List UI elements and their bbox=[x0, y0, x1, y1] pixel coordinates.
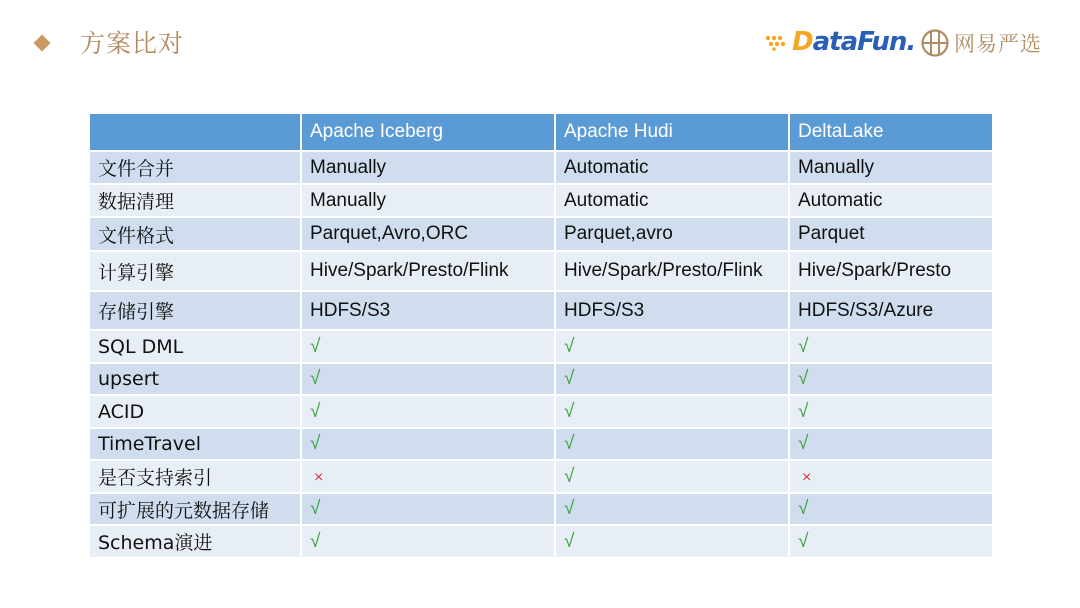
row-feature: 数据清理 bbox=[89, 184, 301, 217]
header-deltalake: DeltaLake bbox=[789, 113, 993, 151]
cell-iceberg: Manually bbox=[301, 151, 555, 184]
row-feature: TimeTravel bbox=[89, 428, 301, 460]
cell-iceberg bbox=[301, 460, 555, 493]
cell-hudi: Automatic bbox=[555, 184, 789, 217]
cell-hudi: Hive/Spark/Presto/Flink bbox=[555, 251, 789, 291]
cell-iceberg bbox=[301, 428, 555, 460]
header-hudi: Apache Hudi bbox=[555, 113, 789, 151]
cell-deltalake bbox=[789, 363, 993, 395]
cross-mark-icon: × bbox=[314, 468, 324, 486]
table-row bbox=[89, 525, 993, 558]
cell-iceberg: Hive/Spark/Presto/Flink bbox=[301, 251, 555, 291]
check-mark-icon: √ bbox=[564, 335, 575, 357]
cell-hudi bbox=[555, 525, 789, 558]
check-mark-icon: √ bbox=[310, 498, 321, 519]
header-iceberg: Apache Iceberg bbox=[301, 113, 555, 151]
cell-deltalake: Parquet bbox=[789, 217, 993, 251]
check-mark-icon: √ bbox=[564, 465, 575, 487]
cell-deltalake bbox=[789, 330, 993, 363]
check-mark-icon: √ bbox=[310, 400, 321, 422]
cell-hudi: HDFS/S3 bbox=[555, 291, 789, 330]
check-mark-icon: √ bbox=[798, 530, 809, 552]
wangyi-yanxuan-logo bbox=[920, 25, 1042, 61]
cross-mark-icon: × bbox=[802, 468, 812, 486]
cell-hudi bbox=[555, 395, 789, 428]
table-row bbox=[89, 291, 993, 330]
row-feature: 文件合并 bbox=[89, 151, 301, 184]
cell-deltalake bbox=[789, 428, 993, 460]
row-feature: 是否支持索引 bbox=[89, 460, 301, 493]
cell-deltalake: Automatic bbox=[789, 184, 993, 217]
cell-hudi bbox=[555, 363, 789, 395]
check-mark-icon: √ bbox=[798, 498, 809, 519]
check-mark-icon: √ bbox=[310, 433, 321, 454]
cell-hudi: Automatic bbox=[555, 151, 789, 184]
cell-iceberg: Parquet,Avro,ORC bbox=[301, 217, 555, 251]
datafun-logo-d: D bbox=[792, 27, 813, 57]
datafun-logo bbox=[764, 24, 915, 60]
row-feature: 计算引擎 bbox=[89, 251, 301, 291]
wangyi-logo-text: 网易严选 bbox=[954, 32, 1042, 56]
cell-deltalake bbox=[789, 395, 993, 428]
cell-iceberg bbox=[301, 363, 555, 395]
header-feature bbox=[89, 113, 301, 151]
table-header-row bbox=[89, 113, 993, 151]
cell-deltalake: Manually bbox=[789, 151, 993, 184]
check-mark-icon: √ bbox=[798, 400, 809, 422]
row-feature: SQL DML bbox=[89, 330, 301, 363]
check-mark-icon: √ bbox=[310, 368, 321, 389]
cell-deltalake: HDFS/S3/Azure bbox=[789, 291, 993, 330]
cell-deltalake bbox=[789, 493, 993, 525]
check-mark-icon: √ bbox=[798, 368, 809, 389]
slide-title: 方案比对 bbox=[80, 29, 185, 58]
check-mark-icon: √ bbox=[798, 433, 809, 454]
check-mark-icon: √ bbox=[564, 400, 575, 422]
table-row bbox=[89, 460, 993, 493]
cell-iceberg bbox=[301, 493, 555, 525]
cell-hudi bbox=[555, 493, 789, 525]
check-mark-icon: √ bbox=[798, 335, 809, 357]
cell-deltalake bbox=[789, 525, 993, 558]
cell-iceberg bbox=[301, 330, 555, 363]
table-row bbox=[89, 184, 993, 217]
table-row bbox=[89, 151, 993, 184]
cell-hudi bbox=[555, 330, 789, 363]
row-feature: ACID bbox=[89, 395, 301, 428]
row-feature: upsert bbox=[89, 363, 301, 395]
cell-deltalake bbox=[789, 460, 993, 493]
title-diamond-icon bbox=[34, 35, 51, 52]
check-mark-icon: √ bbox=[310, 530, 321, 552]
cell-hudi bbox=[555, 460, 789, 493]
check-mark-icon: √ bbox=[564, 368, 575, 389]
cell-deltalake: Hive/Spark/Presto bbox=[789, 251, 993, 291]
row-feature: 文件格式 bbox=[89, 217, 301, 251]
wangyi-mark-icon bbox=[920, 28, 950, 58]
row-feature: 存储引擎 bbox=[89, 291, 301, 330]
cell-iceberg: HDFS/S3 bbox=[301, 291, 555, 330]
table-row bbox=[89, 428, 993, 460]
datafun-logo-text: ataFun. bbox=[812, 27, 916, 57]
table-row bbox=[89, 395, 993, 428]
table-row bbox=[89, 251, 993, 291]
check-mark-icon: √ bbox=[564, 498, 575, 519]
cell-iceberg bbox=[301, 395, 555, 428]
cell-hudi: Parquet,avro bbox=[555, 217, 789, 251]
check-mark-icon: √ bbox=[310, 335, 321, 357]
table-row bbox=[89, 493, 993, 525]
datafun-dots-icon bbox=[764, 33, 788, 51]
table-row bbox=[89, 217, 993, 251]
cell-hudi bbox=[555, 428, 789, 460]
check-mark-icon: √ bbox=[564, 530, 575, 552]
cell-iceberg: Manually bbox=[301, 184, 555, 217]
cell-iceberg bbox=[301, 525, 555, 558]
table-row bbox=[89, 363, 993, 395]
row-feature: Schema演进 bbox=[89, 525, 301, 558]
check-mark-icon: √ bbox=[564, 433, 575, 454]
table-row bbox=[89, 330, 993, 363]
row-feature: 可扩展的元数据存储 bbox=[89, 493, 301, 525]
comparison-table bbox=[88, 112, 994, 559]
